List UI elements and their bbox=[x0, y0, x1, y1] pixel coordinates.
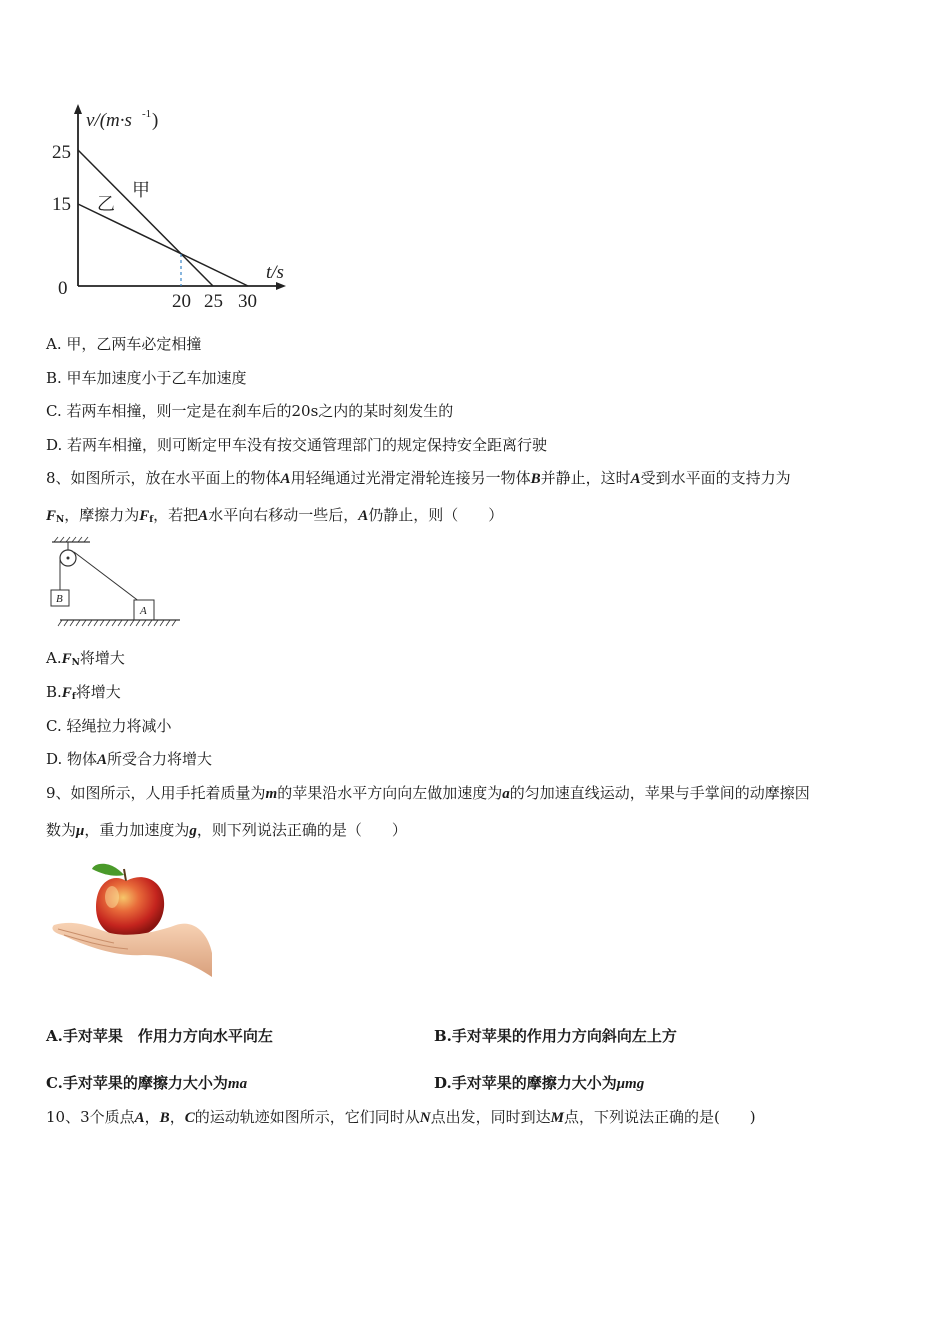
x-axis-label: t/s bbox=[266, 262, 284, 283]
q8-option-a: $A.F_N$将增大 bbox=[46, 649, 125, 668]
q9-stem-line2: 数为μ，重力加速度为g，则下列说法正确的是（ ） bbox=[46, 821, 407, 839]
origin-label: 0 bbox=[58, 278, 68, 299]
apple-stem bbox=[124, 869, 126, 881]
y-axis-arrow bbox=[74, 104, 82, 114]
q8-option-d: D. 物体A所受合力将增大 bbox=[46, 750, 213, 768]
y-axis-close: ) bbox=[152, 110, 159, 131]
q7-option-b: B. 甲车加速度小于乙车加速度 bbox=[46, 369, 247, 387]
q7-option-d: D. 若两车相撞，则可断定甲车没有按交通管理部门的规定保持安全距离行驶 bbox=[46, 436, 548, 454]
apple-hand-image bbox=[44, 853, 214, 979]
q9-option-a: A.手对苹果 作用力方向水平向左 bbox=[46, 1027, 273, 1045]
line-jia-label: 甲 bbox=[132, 180, 150, 200]
q8-stem-line2: $F_N$，摩擦力为$F_f$，若把A水平向右移动一些后，A仍静止，则（ ） bbox=[46, 506, 504, 525]
vt-graph bbox=[40, 100, 300, 320]
q7-option-a: A. 甲，乙两车必定相撞 bbox=[46, 335, 202, 353]
q8-option-c: C. 轻绳拉力将减小 bbox=[46, 717, 172, 735]
q7-option-c: C. 若两车相撞，则一定是在刹车后的20s之内的某时刻发生的 bbox=[46, 402, 454, 420]
x-tick-20: 20 bbox=[172, 291, 191, 312]
q9-option-d: D.手对苹果的摩擦力大小为μmg bbox=[434, 1074, 645, 1092]
q9-stem-line1: 9、如图所示，人用手托着质量为m的苹果沿水平方向向左做加速度为a的匀加速直线运动，苹果与手掌间的动摩擦因 bbox=[46, 784, 810, 802]
apple bbox=[96, 877, 164, 936]
y-tick-15: 15 bbox=[52, 194, 71, 215]
line-yi-label: 乙 bbox=[97, 194, 115, 214]
apple-leaf bbox=[92, 864, 124, 876]
x-tick-25: 25 bbox=[204, 291, 223, 312]
x-tick-30: 30 bbox=[238, 291, 257, 312]
q9-option-c: C.手对苹果的摩擦力大小为ma bbox=[46, 1074, 248, 1092]
q8-stem-line1: 8、如图所示，放在水平面上的物体A用轻绳通过光滑定滑轮连接另一物体B并静止，这时A受到水平面的支持力为 bbox=[46, 469, 791, 487]
block-b-label: B bbox=[56, 593, 63, 605]
line-jia bbox=[78, 150, 213, 286]
x-axis-arrow bbox=[276, 282, 286, 290]
pulley-diagram bbox=[44, 534, 184, 630]
y-tick-25: 25 bbox=[52, 142, 71, 163]
q9-option-b: B.手对苹果的作用力方向斜向左上方 bbox=[434, 1027, 677, 1045]
q8-option-b: $B.F_f$将增大 bbox=[46, 683, 121, 702]
y-axis-label: v/(m·s bbox=[86, 110, 132, 131]
block-a-label: A bbox=[140, 605, 147, 617]
line-yi bbox=[78, 204, 248, 286]
q10-stem: 10、3个质点A，B，C的运动轨迹如图所示，它们同时从N点出发，同时到达M点，下列说法正确的是( ) bbox=[46, 1108, 756, 1126]
y-axis-exp: -1 bbox=[142, 108, 152, 120]
